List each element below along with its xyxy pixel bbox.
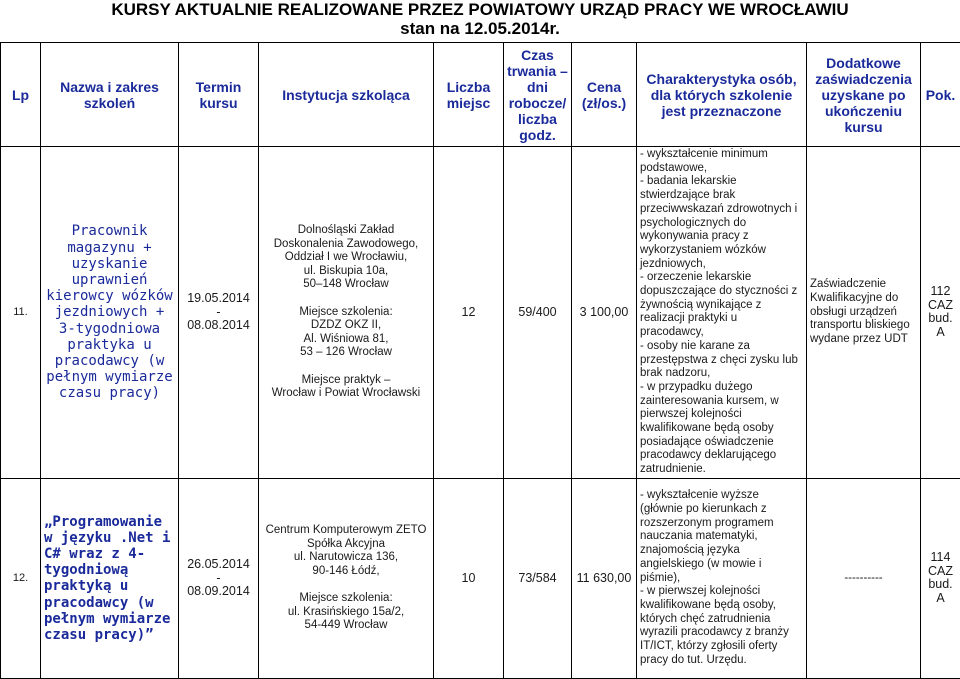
header-row	[1, 43, 960, 147]
header-target: Charakterystyka osób, dla których szkolenie jest przeznaczone	[637, 43, 807, 147]
row-duration: 59/400	[504, 147, 572, 479]
header-institution: Instytucja szkoląca	[259, 43, 434, 147]
row-term: 19.05.2014 - 08.08.2014	[179, 147, 259, 479]
row-certificates: Zaświadczenie Kwalifikacyjne do obsługi urządzeń transportu bliskiego wydane przez UDT	[807, 147, 921, 479]
header-certificates: Dodatkowe zaświadczenia uzyskane po ukończeniu kursu	[807, 43, 921, 147]
row-lp: 11.	[1, 147, 41, 479]
header-lp: Lp	[1, 43, 41, 147]
row-course-name: „Programowanie w języku .Net i C# wraz z 4-tygodniową praktyką u pracodawcy (w pełnym wymiarze czasu pracy)”	[41, 478, 179, 678]
header-places: Liczba miejsc	[434, 43, 504, 147]
row-target-group: - wykształcenie minimum podstawowe, - badania lekarskie stwierdzające brak przeciwwskazań zdrowotnych i psychologicznych do wykonywania pracy z wykorzystaniem wózków jezdniowych, - orzeczenie lekarskie dopuszczające do styczności z żywnością wynikające z realizacji praktyki u pracodawcy, - osoby nie karane za przestępstwa z chęci zysku lub brak nadzoru, - w przypadku dużego zainteresowania kursem, w pierwszej kolejności kwalifikowane będą osoby posiadające oświadczenie pracodawcy deklarującego zatrudnienie.	[637, 147, 807, 479]
row-target-group: - wykształcenie wyższe (głównie po kierunkach z rozszerzonym programem nauczania matematyki, znajomością języka angielskiego (w mowie i piśmie), - w pierwszej kolejności kwalifikowane będą osoby, których chęć zatrudnienia wyrazili pracodawcy z branży IT/ICT, którzy zgłosili oferty pracy do tut. Urzędu.	[637, 478, 807, 678]
row-room: 112 CAZ bud. A	[921, 147, 960, 479]
row-places: 10	[434, 478, 504, 678]
title-line-1: KURSY AKTUALNIE REALIZOWANE PRZEZ POWIATOWY URZĄD PRACY WE WROCŁAWIU	[0, 0, 960, 19]
header-term: Termin kursu	[179, 43, 259, 147]
header-room: Pok.	[921, 43, 960, 147]
row-room: 114 CAZ bud. A	[921, 478, 960, 678]
row-places: 12	[434, 147, 504, 479]
row-lp: 12.	[1, 478, 41, 678]
courses-table	[0, 42, 960, 679]
header-name: Nazwa i zakres szkoleń	[41, 43, 179, 147]
document-title	[0, 0, 960, 38]
row-duration: 73/584	[504, 478, 572, 678]
table-row	[1, 147, 960, 479]
header-price: Cena (zł/os.)	[572, 43, 637, 147]
row-course-name: Pracownik magazynu + uzyskanie uprawnień kierowcy wózków jezdniowych + 3-tygodniowa praktyka u pracodawcy (w pełnym wymiarze czasu pracy)	[41, 147, 179, 479]
row-term: 26.05.2014 - 08.09.2014	[179, 478, 259, 678]
row-certificates: ----------	[807, 478, 921, 678]
table-row	[1, 478, 960, 678]
row-price: 11 630,00	[572, 478, 637, 678]
row-price: 3 100,00	[572, 147, 637, 479]
header-duration: Czas trwania – dni robocze/ liczba godz.	[504, 43, 572, 147]
title-line-2: stan na 12.05.2014r.	[0, 19, 960, 38]
row-institution: Dolnośląski Zakład Doskonalenia Zawodowego, Oddział I we Wrocławiu, ul. Biskupia 10a, 50–148 Wrocław Miejsce szkolenia: DZDZ OKZ II, Al. Wiśniowa 81, 53 – 126 Wrocław Miejsce praktyk – Wrocław i Powiat Wrocławski	[259, 147, 434, 479]
row-institution: Centrum Komputerowym ZETO Spółka Akcyjna ul. Narutowicza 136, 90-146 Łódź, Miejsce szkolenia: ul. Krasińskiego 15a/2, 54-449 Wrocław	[259, 478, 434, 678]
